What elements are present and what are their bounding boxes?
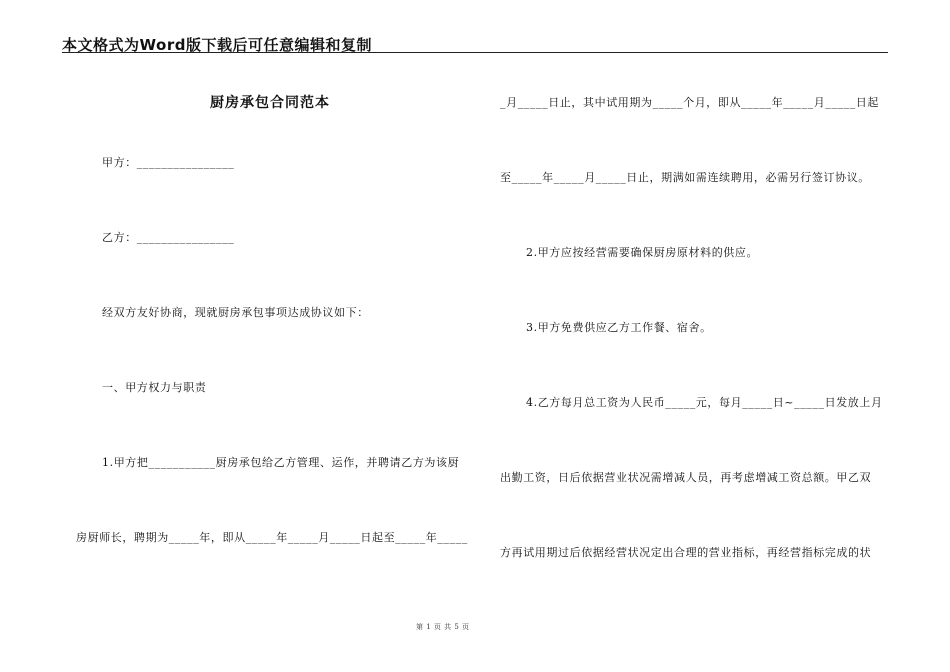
party-b-line: 乙方：________________ [102,231,235,244]
banner-divider [62,52,888,53]
clause-4-line-2: 出勤工资，日后依据营业状况需增减人员，再考虑增减工资总额。甲乙双 [500,471,872,484]
party-a-line: 甲方：________________ [102,156,235,169]
clause-3: 3.甲方免费供应乙方工作餐、宿舍。 [526,321,712,334]
clause-2: 2.甲方应按经营需要确保厨房原材料的供应。 [526,246,759,259]
clause-1-line-1: 1.甲方把___________厨房承包给乙方管理、运作，并聘请乙方为该厨 [102,456,460,469]
document-banner: 本文格式为Word版下载后可任意编辑和复制 [62,36,372,54]
agreement-intro: 经双方友好协商，现就厨房承包事项达成协议如下： [102,306,369,319]
page-number: 第 1 页 共 5 页 [416,623,470,631]
document-title: 厨房承包合同范本 [210,95,330,111]
clause-1-line-2: 房厨师长，聘期为_____年，即从_____年_____月_____日起至_____年_____ [76,531,468,544]
clause-4-line-1: 4.乙方每月总工资为人民币_____元，每月_____日~_____日发放上月 [526,396,883,409]
section-heading-party-a: 一、甲方权力与职责 [102,381,207,394]
clause-1-line-3: _月_____日止，其中试用期为_____个月，即从_____年_____月_____日起 [500,96,879,109]
clause-1-line-4: 至_____年_____月_____日止，期满如需连续聘用，必需另行签订协议。 [500,171,870,184]
clause-4-line-3: 方再试用期过后依据经营状况定出合理的营业指标，再经营指标完成的状 [500,546,872,559]
